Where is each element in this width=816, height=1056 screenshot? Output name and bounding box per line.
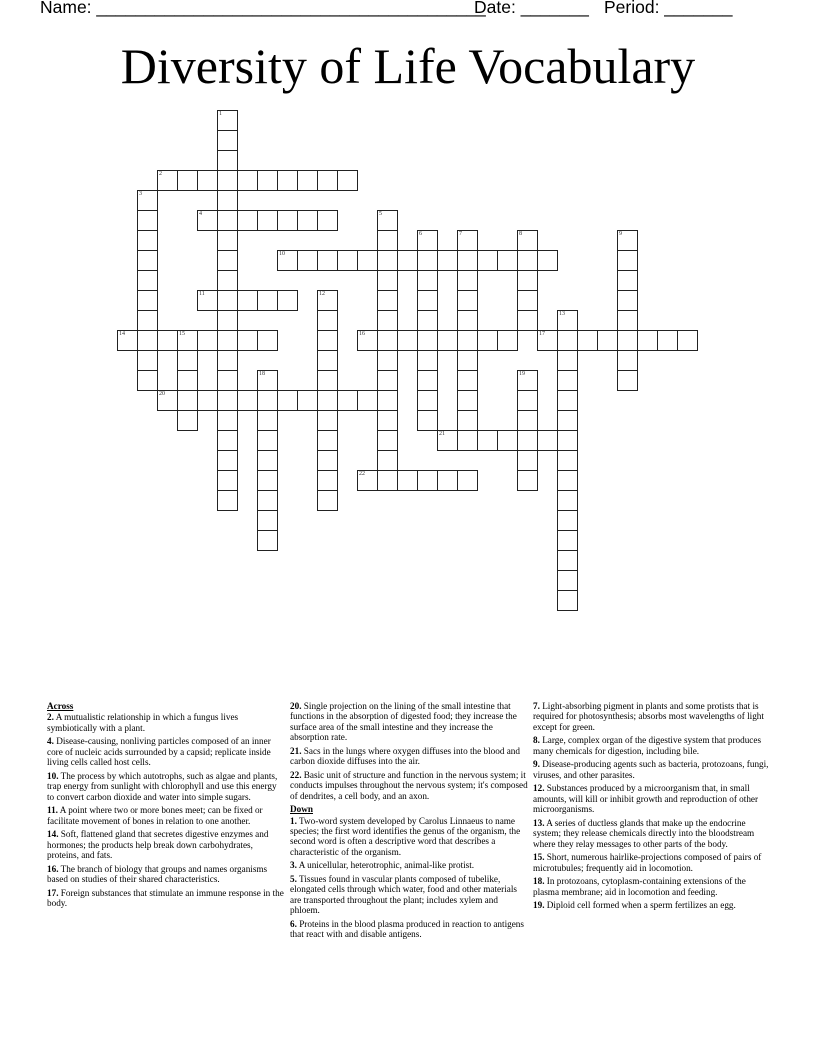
grid-cell[interactable] xyxy=(417,250,438,271)
grid-cell[interactable] xyxy=(177,370,198,391)
clue-text: A point where two or more bones meet; can be fixed or facilitate movement of bones in relation to one another. xyxy=(47,805,263,826)
grid-cell[interactable] xyxy=(197,210,218,231)
clue-text: A mutualistic relationship in which a fungus lives symbiotically with a plant. xyxy=(47,712,239,733)
page-title: Diversity of Life Vocabulary xyxy=(120,38,696,94)
clue-text: The branch of biology that groups and names organisms based on studies of their shared characteristics. xyxy=(47,863,268,885)
clue-number: 22 xyxy=(359,471,365,477)
grid-cell[interactable] xyxy=(177,350,198,371)
clue-number: 5 xyxy=(379,211,382,217)
grid-cell[interactable] xyxy=(437,330,458,351)
grid-cell[interactable] xyxy=(217,190,238,211)
grid-cell[interactable] xyxy=(317,370,338,391)
grid-cell[interactable] xyxy=(177,330,198,351)
clue-number: 10 xyxy=(279,251,285,257)
grid-cell[interactable] xyxy=(297,250,318,271)
grid-cell[interactable] xyxy=(317,310,338,331)
grid-cell[interactable] xyxy=(617,310,638,331)
grid-cell[interactable] xyxy=(497,330,518,351)
grid-cell[interactable] xyxy=(377,470,398,491)
clue-text: A series of ductless glands that make up the endocrine system; they release chemicals directly into the bloodstream where they relay messages to other parts of the body. xyxy=(533,817,755,849)
clue-across xyxy=(47,771,285,802)
grid-cell[interactable] xyxy=(437,250,458,271)
grid-cell[interactable] xyxy=(517,430,538,451)
grid-cell[interactable] xyxy=(317,410,338,431)
grid-cell[interactable] xyxy=(317,350,338,371)
grid-cell[interactable] xyxy=(617,250,638,271)
clue-number: 21 xyxy=(439,431,445,437)
clue-number: 7 xyxy=(459,231,462,237)
grid-cell[interactable] xyxy=(517,450,538,471)
grid-cell[interactable] xyxy=(317,470,338,491)
clue-across xyxy=(47,864,285,885)
grid-cell[interactable] xyxy=(217,350,238,371)
grid-cell[interactable] xyxy=(137,370,158,391)
grid-cell[interactable] xyxy=(557,370,578,391)
clue-number: 14 xyxy=(119,331,125,337)
grid-cell[interactable] xyxy=(617,330,638,351)
grid-cell[interactable] xyxy=(517,410,538,431)
clue-text: Disease-causing, nonliving particles composed of an inner core of nucleic acids surrounded by a capsid; replicate inside living cells called host cells. xyxy=(47,736,271,768)
clue-across xyxy=(47,805,285,826)
clue-text: Diploid cell formed when a sperm fertilizes an egg. xyxy=(546,900,736,911)
grid-cell[interactable] xyxy=(377,290,398,311)
grid-cell[interactable] xyxy=(257,370,278,391)
grid-cell[interactable] xyxy=(457,310,478,331)
clue-down xyxy=(533,818,771,849)
grid-cell[interactable] xyxy=(237,170,258,191)
clue-down xyxy=(290,919,528,940)
grid-cell[interactable] xyxy=(217,470,238,491)
grid-cell[interactable] xyxy=(257,390,278,411)
clue-number: 17. xyxy=(47,887,59,898)
grid-cell[interactable] xyxy=(537,430,558,451)
grid-cell[interactable] xyxy=(517,290,538,311)
grid-cell[interactable] xyxy=(557,310,578,331)
grid-cell[interactable] xyxy=(417,370,438,391)
clue-number: 21. xyxy=(290,745,302,756)
clue-number: 4. xyxy=(47,736,54,747)
grid-cell[interactable] xyxy=(317,450,338,471)
grid-cell[interactable] xyxy=(517,230,538,251)
grid-cell[interactable] xyxy=(137,190,158,211)
grid-cell[interactable] xyxy=(217,450,238,471)
clue-number: 12. xyxy=(533,783,545,794)
grid-cell[interactable] xyxy=(537,330,558,351)
grid-cell[interactable] xyxy=(357,250,378,271)
grid-cell[interactable] xyxy=(257,450,278,471)
grid-cell[interactable] xyxy=(217,490,238,511)
clue-number: 16 xyxy=(359,331,365,337)
across-heading: Across xyxy=(47,701,74,711)
grid-cell[interactable] xyxy=(217,290,238,311)
grid-cell[interactable] xyxy=(517,470,538,491)
grid-cell[interactable] xyxy=(417,410,438,431)
grid-cell[interactable] xyxy=(417,310,438,331)
grid-cell[interactable] xyxy=(517,270,538,291)
clue-across xyxy=(47,736,285,767)
clue-down xyxy=(533,759,771,780)
grid-cell[interactable] xyxy=(577,330,598,351)
grid-cell[interactable] xyxy=(257,470,278,491)
grid-cell[interactable] xyxy=(237,330,258,351)
grid-cell[interactable] xyxy=(557,550,578,571)
grid-cell[interactable] xyxy=(117,330,138,351)
clue-number: 16. xyxy=(47,863,59,874)
grid-cell[interactable] xyxy=(557,490,578,511)
grid-cell[interactable] xyxy=(617,370,638,391)
clue-across xyxy=(290,746,528,767)
grid-cell[interactable] xyxy=(557,430,578,451)
grid-cell[interactable] xyxy=(457,290,478,311)
grid-cell[interactable] xyxy=(457,390,478,411)
clue-text: Light-absorbing pigment in plants and some protists that is required for photosynthesis; absorbs most wavelengths of light except for green. xyxy=(533,701,764,732)
grid-cell[interactable] xyxy=(217,430,238,451)
clue-text: Proteins in the blood plasma produced in reaction to antigens that react with and disable antigens. xyxy=(290,918,524,940)
grid-cell[interactable] xyxy=(417,470,438,491)
grid-cell[interactable] xyxy=(217,210,238,231)
grid-cell[interactable] xyxy=(137,210,158,231)
clues-column-1 xyxy=(47,701,285,912)
clue-number: 8 xyxy=(519,231,522,237)
grid-cell[interactable] xyxy=(617,290,638,311)
grid-cell[interactable] xyxy=(137,330,158,351)
grid-cell[interactable] xyxy=(257,290,278,311)
grid-cell[interactable] xyxy=(537,250,558,271)
grid-cell[interactable] xyxy=(277,390,298,411)
grid-cell[interactable] xyxy=(417,390,438,411)
clue-number: 17 xyxy=(539,331,545,337)
grid-cell[interactable] xyxy=(377,250,398,271)
grid-cell[interactable] xyxy=(557,450,578,471)
clue-down xyxy=(533,900,771,910)
grid-cell[interactable] xyxy=(357,390,378,411)
clue-number: 2 xyxy=(159,171,162,177)
grid-cell[interactable] xyxy=(337,390,358,411)
grid-cell[interactable] xyxy=(457,430,478,451)
grid-cell[interactable] xyxy=(317,330,338,351)
clue-down xyxy=(533,852,771,873)
clue-text: The process by which autotrophs, such as algae and plants, trap energy from sunlight with chlorophyll and use this energy to convert carbon dioxide and water into simple sugars. xyxy=(47,770,278,802)
grid-cell[interactable] xyxy=(237,210,258,231)
grid-cell[interactable] xyxy=(397,250,418,271)
clues-column-3 xyxy=(533,701,771,914)
grid-cell[interactable] xyxy=(377,210,398,231)
grid-cell[interactable] xyxy=(617,230,638,251)
clue-number: 7. xyxy=(533,701,540,711)
grid-cell[interactable] xyxy=(337,170,358,191)
grid-cell[interactable] xyxy=(237,290,258,311)
grid-cell[interactable] xyxy=(657,330,678,351)
clue-number: 9. xyxy=(533,759,540,770)
grid-cell[interactable] xyxy=(257,430,278,451)
grid-cell[interactable] xyxy=(317,430,338,451)
grid-cell[interactable] xyxy=(457,250,478,271)
clue-down xyxy=(290,816,528,858)
grid-cell[interactable] xyxy=(297,210,318,231)
grid-cell[interactable] xyxy=(257,490,278,511)
clue-number: 6 xyxy=(419,231,422,237)
grid-cell[interactable] xyxy=(457,470,478,491)
down-heading: Down xyxy=(290,804,313,815)
grid-cell[interactable] xyxy=(497,430,518,451)
grid-cell[interactable] xyxy=(217,270,238,291)
grid-cell[interactable] xyxy=(257,530,278,551)
grid-cell[interactable] xyxy=(297,170,318,191)
grid-cell[interactable] xyxy=(377,390,398,411)
grid-cell[interactable] xyxy=(217,330,238,351)
clue-number: 8. xyxy=(533,735,540,746)
grid-cell[interactable] xyxy=(257,330,278,351)
grid-cell[interactable] xyxy=(217,390,238,411)
grid-cell[interactable] xyxy=(217,370,238,391)
clue-number: 18 xyxy=(259,371,265,377)
grid-cell[interactable] xyxy=(217,110,238,131)
grid-cell[interactable] xyxy=(617,350,638,371)
period-field[interactable]: Period: _______ xyxy=(604,0,733,17)
grid-cell[interactable] xyxy=(217,130,238,151)
clue-text: Tissues found in vascular plants composed of tubelike, elongated cells through which water, food and other materials are transported throughout the plant; includes xylem and phloem. xyxy=(290,874,517,916)
grid-cell[interactable] xyxy=(277,210,298,231)
grid-cell[interactable] xyxy=(417,330,438,351)
grid-cell[interactable] xyxy=(457,330,478,351)
grid-cell[interactable] xyxy=(137,230,158,251)
clue-number: 22. xyxy=(290,769,302,780)
grid-cell[interactable] xyxy=(317,170,338,191)
clues-column-2 xyxy=(290,701,528,943)
clue-number: 10. xyxy=(47,770,59,781)
grid-cell[interactable] xyxy=(137,350,158,371)
grid-cell[interactable] xyxy=(257,170,278,191)
grid-cell[interactable] xyxy=(197,390,218,411)
clue-text: Sacs in the lungs where oxygen diffuses into the blood and carbon dioxide diffuses into the air. xyxy=(290,745,520,767)
grid-cell[interactable] xyxy=(337,250,358,271)
grid-cell[interactable] xyxy=(557,530,578,551)
grid-cell[interactable] xyxy=(557,570,578,591)
grid-cell[interactable] xyxy=(437,470,458,491)
clue-number: 20. xyxy=(290,701,302,711)
grid-cell[interactable] xyxy=(517,370,538,391)
grid-cell[interactable] xyxy=(417,270,438,291)
clue-across xyxy=(290,701,528,743)
grid-cell[interactable] xyxy=(317,250,338,271)
grid-cell[interactable] xyxy=(417,290,438,311)
clue-down xyxy=(533,876,771,897)
clue-number: 2. xyxy=(47,712,54,723)
grid-cell[interactable] xyxy=(277,290,298,311)
clue-text: Disease-producing agents such as bacteria, protozoans, fungi, viruses, and other parasites. xyxy=(533,759,769,780)
grid-cell[interactable] xyxy=(197,170,218,191)
grid-cell[interactable] xyxy=(637,330,658,351)
clue-number: 6. xyxy=(290,918,297,929)
grid-cell[interactable] xyxy=(437,430,458,451)
grid-cell[interactable] xyxy=(557,470,578,491)
clue-down xyxy=(533,701,771,732)
grid-cell[interactable] xyxy=(277,250,298,271)
grid-cell[interactable] xyxy=(217,310,238,331)
grid-cell[interactable] xyxy=(377,410,398,431)
grid-cell[interactable] xyxy=(377,310,398,331)
grid-cell[interactable] xyxy=(157,170,178,191)
clue-number: 5. xyxy=(290,874,297,885)
grid-cell[interactable] xyxy=(257,510,278,531)
grid-cell[interactable] xyxy=(137,250,158,271)
grid-cell[interactable] xyxy=(197,330,218,351)
grid-cell[interactable] xyxy=(417,350,438,371)
grid-cell[interactable] xyxy=(317,210,338,231)
clue-number: 20 xyxy=(159,391,165,397)
grid-cell[interactable] xyxy=(557,390,578,411)
clue-text: In protozoans, cytoplasm-containing extensions of the plasma membrane; aid in locomotion and feeding. xyxy=(533,876,746,897)
clue-number: 12 xyxy=(319,291,325,297)
grid-cell[interactable] xyxy=(677,330,698,351)
clue-number: 15. xyxy=(533,852,545,863)
grid-cell[interactable] xyxy=(137,310,158,331)
clue-text: Single projection on the lining of the small intestine that functions in the absorption of digested food; they increase the surface area of the small intestine and they increase the absorption rate. xyxy=(290,701,517,743)
grid-cell[interactable] xyxy=(557,350,578,371)
clue-number: 1 xyxy=(219,111,222,117)
clue-number: 18. xyxy=(533,876,545,887)
clue-number: 15 xyxy=(179,331,185,337)
grid-cell[interactable] xyxy=(457,270,478,291)
grid-cell[interactable] xyxy=(377,350,398,371)
clue-across xyxy=(47,888,285,909)
grid-cell[interactable] xyxy=(257,410,278,431)
clue-number: 13. xyxy=(533,817,545,828)
grid-cell[interactable] xyxy=(177,410,198,431)
grid-cell[interactable] xyxy=(517,390,538,411)
grid-cell[interactable] xyxy=(477,250,498,271)
clue-down xyxy=(290,860,528,870)
grid-cell[interactable] xyxy=(217,150,238,171)
grid-cell[interactable] xyxy=(137,290,158,311)
clue-text: Soft, flattened gland that secretes digestive enzymes and hormones; the products help break down carbohydrates, proteins, and fats. xyxy=(47,829,269,861)
clue-number: 3. xyxy=(290,860,297,871)
clue-number: 1. xyxy=(290,815,297,826)
grid-cell[interactable] xyxy=(557,410,578,431)
grid-cell[interactable] xyxy=(197,290,218,311)
clue-number: 3 xyxy=(139,191,142,197)
clue-text: Two-word system developed by Carolus Linnaeus to name species; the first word identifies the genus of the organism, the second word is often a descriptive word that describes a characteristic of the organism. xyxy=(290,815,521,857)
clue-number: 13 xyxy=(559,311,565,317)
grid-cell[interactable] xyxy=(397,330,418,351)
clue-text: Foreign substances that stimulate an immune response in the body. xyxy=(47,887,284,909)
clue-down xyxy=(290,874,528,916)
clue-text: Substances produced by a microorganism that, in small amounts, will kill or inhibit growth and reproduction of other microorganisms. xyxy=(533,783,759,815)
clue-number: 11 xyxy=(199,291,205,297)
grid-cell[interactable] xyxy=(177,390,198,411)
grid-cell[interactable] xyxy=(157,330,178,351)
grid-cell[interactable] xyxy=(557,510,578,531)
grid-cell[interactable] xyxy=(397,470,418,491)
clue-down xyxy=(533,783,771,814)
clue-down xyxy=(533,735,771,756)
grid-cell[interactable] xyxy=(497,250,518,271)
date-field[interactable]: Date: _______ xyxy=(474,0,589,17)
clue-across xyxy=(47,712,285,733)
clue-across xyxy=(290,770,528,801)
grid-cell[interactable] xyxy=(377,230,398,251)
clue-number: 19 xyxy=(519,371,525,377)
grid-cell[interactable] xyxy=(177,170,198,191)
clue-text: Basic unit of structure and function in the nervous system; it conducts impulses throughout the nervous system; it's composed of dendrites, a cell body, and an axon. xyxy=(290,769,528,801)
name-field[interactable]: Name: ________________________________________ xyxy=(40,0,486,17)
clue-number: 9 xyxy=(619,231,622,237)
grid-cell[interactable] xyxy=(617,270,638,291)
clue-number: 4 xyxy=(199,211,202,217)
grid-cell[interactable] xyxy=(297,390,318,411)
grid-cell[interactable] xyxy=(357,330,378,351)
grid-cell[interactable] xyxy=(317,290,338,311)
grid-cell[interactable] xyxy=(597,330,618,351)
grid-cell[interactable] xyxy=(377,370,398,391)
clue-text: A unicellular, heterotrophic, animal-like protist. xyxy=(298,860,475,871)
grid-cell[interactable] xyxy=(377,330,398,351)
grid-cell[interactable] xyxy=(457,230,478,251)
grid-cell[interactable] xyxy=(477,430,498,451)
grid-cell[interactable] xyxy=(457,370,478,391)
grid-cell[interactable] xyxy=(237,390,258,411)
clue-text: Short, numerous hairlike-projections composed of pairs of microtubules; frequently aid in locomotion. xyxy=(533,852,762,873)
grid-cell[interactable] xyxy=(317,390,338,411)
grid-cell[interactable] xyxy=(277,170,298,191)
grid-cell[interactable] xyxy=(517,250,538,271)
grid-cell[interactable] xyxy=(257,210,278,231)
clue-text: Large, complex organ of the digestive system that produces many chemicals for digestion, including bile. xyxy=(533,735,762,756)
grid-cell[interactable] xyxy=(217,230,238,251)
grid-cell[interactable] xyxy=(377,450,398,471)
grid-cell[interactable] xyxy=(357,470,378,491)
grid-cell[interactable] xyxy=(137,270,158,291)
grid-cell[interactable] xyxy=(557,590,578,611)
grid-cell[interactable] xyxy=(517,310,538,331)
grid-cell[interactable] xyxy=(377,430,398,451)
clue-number: 19. xyxy=(533,900,545,911)
grid-cell[interactable] xyxy=(457,410,478,431)
grid-cell[interactable] xyxy=(317,490,338,511)
grid-cell[interactable] xyxy=(217,250,238,271)
grid-cell[interactable] xyxy=(217,170,238,191)
clue-number: 14. xyxy=(47,829,59,840)
grid-cell[interactable] xyxy=(417,230,438,251)
grid-cell[interactable] xyxy=(217,410,238,431)
clue-number: 11. xyxy=(47,805,58,816)
grid-cell[interactable] xyxy=(157,390,178,411)
grid-cell[interactable] xyxy=(477,330,498,351)
grid-cell[interactable] xyxy=(457,350,478,371)
grid-cell[interactable] xyxy=(377,270,398,291)
grid-cell[interactable] xyxy=(557,330,578,351)
clue-across xyxy=(47,829,285,860)
